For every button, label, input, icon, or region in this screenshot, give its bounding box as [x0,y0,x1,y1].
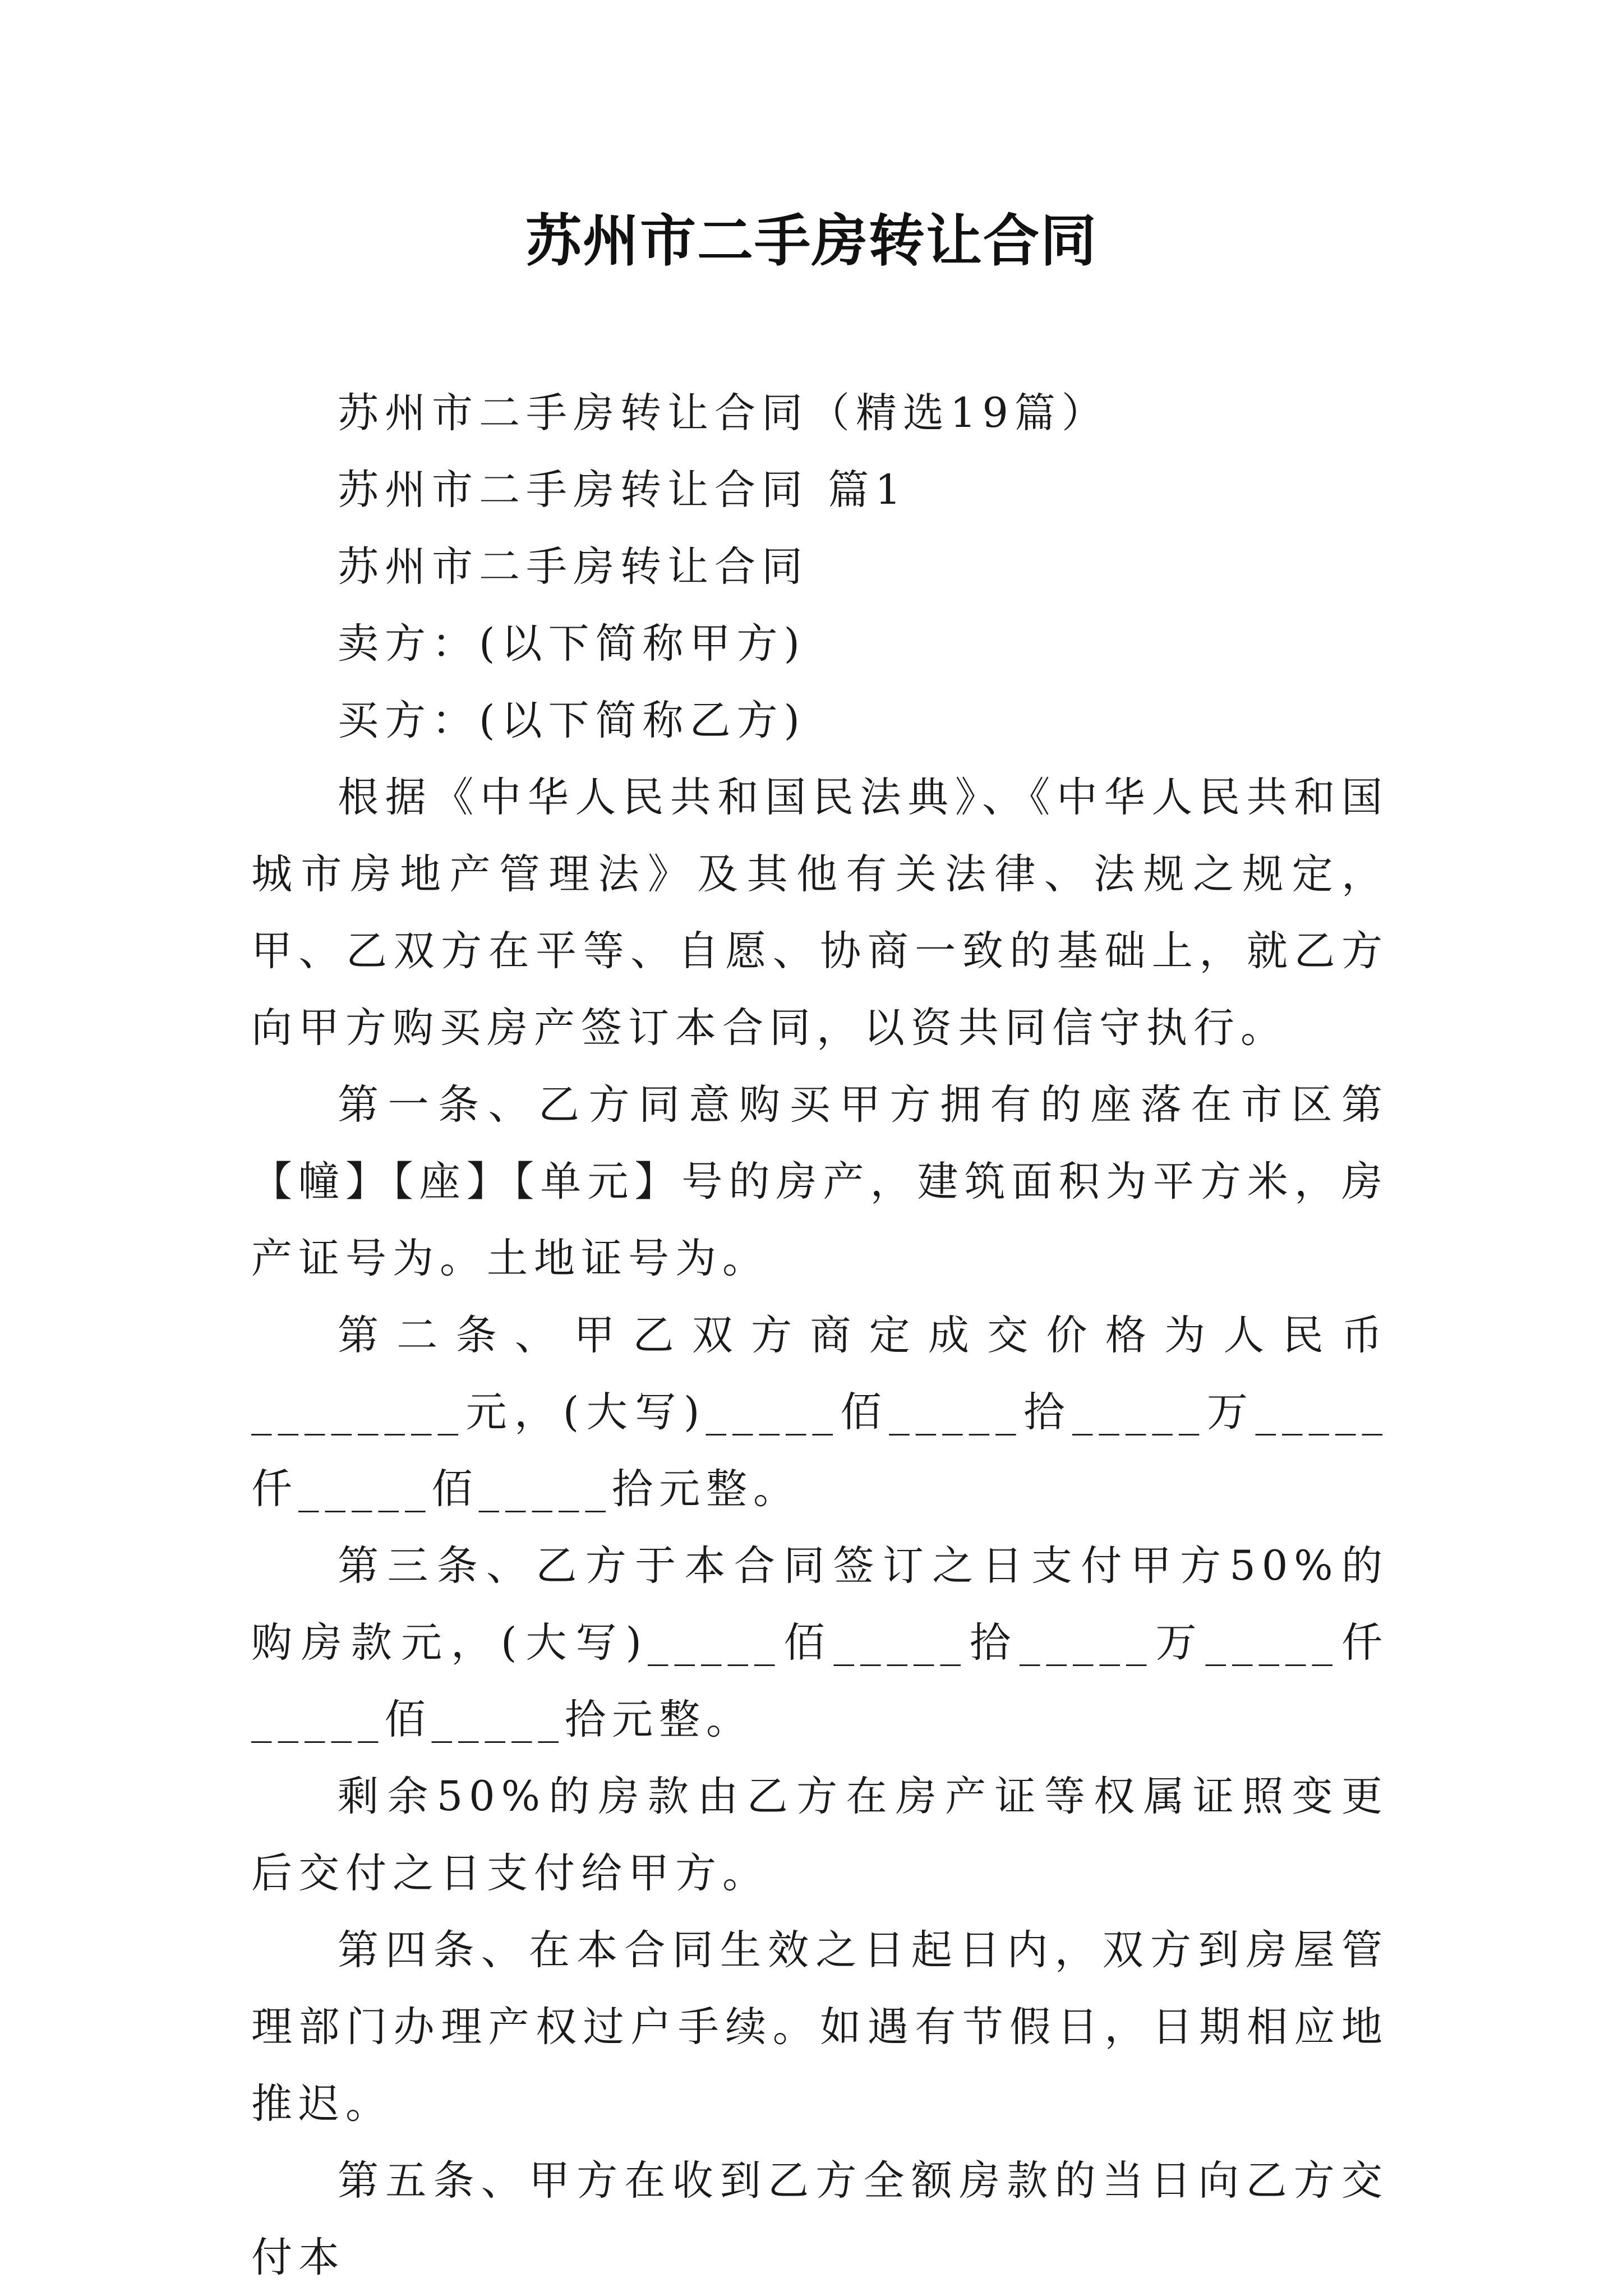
paragraph-subtitle: 苏州市二手房转让合同（精选19篇） [338,389,1109,437]
paragraph-article-5: 第五条、甲方在收到乙方全额房款的当日向乙方交付本 [251,2157,1389,2281]
paragraph-buyer: 买方：(以下简称乙方) [338,697,806,744]
paragraph-chapter-heading: 苏州市二手房转让合同 篇1 [338,466,907,514]
paragraph-article-4: 第四条、在本合同生效之日起日内，双方到房屋管理部门办理产权过户手续。如遇有节假日，日期相应地推迟。 [251,1926,1389,2128]
document-title: 苏州市二手房转让合同 [525,208,1098,274]
paragraph-article-2: 第二条、甲乙双方商定成交价格为人民币________元，(大写)_____佰_____拾_____万_____仟_____佰_____拾元整。 [251,1312,1389,1513]
paragraph-article-3: 第三条、乙方于本合同签订之日支付甲方50%的购房款元，(大写)_____佰_____拾_____万_____仟_____佰_____拾元整。 [251,1542,1389,1743]
document-body [251,375,1389,2296]
paragraph-seller: 卖方：(以下简称甲方) [338,620,806,668]
paragraph-remaining-payment: 剩余50%的房款由乙方在房产证等权属证照变更后交付之日支付给甲方。 [251,1773,1389,1897]
paragraph-article-1: 第一条、乙方同意购买甲方拥有的座落在市区第【幢】【座】【单元】号的房产，建筑面积为平方米，房产证号为。土地证号为。 [251,1081,1389,1282]
paragraph-contract-name: 苏州市二手房转让合同 [338,543,809,591]
paragraph-preamble: 根据《中华人民共和国民法典》、《中华人民共和国城市房地产管理法》及其他有关法律、法规之规定，甲、乙双方在平等、自愿、协商一致的基础上，就乙方向甲方购买房产签订本合同，以资共同信守执行。 [251,774,1389,1052]
